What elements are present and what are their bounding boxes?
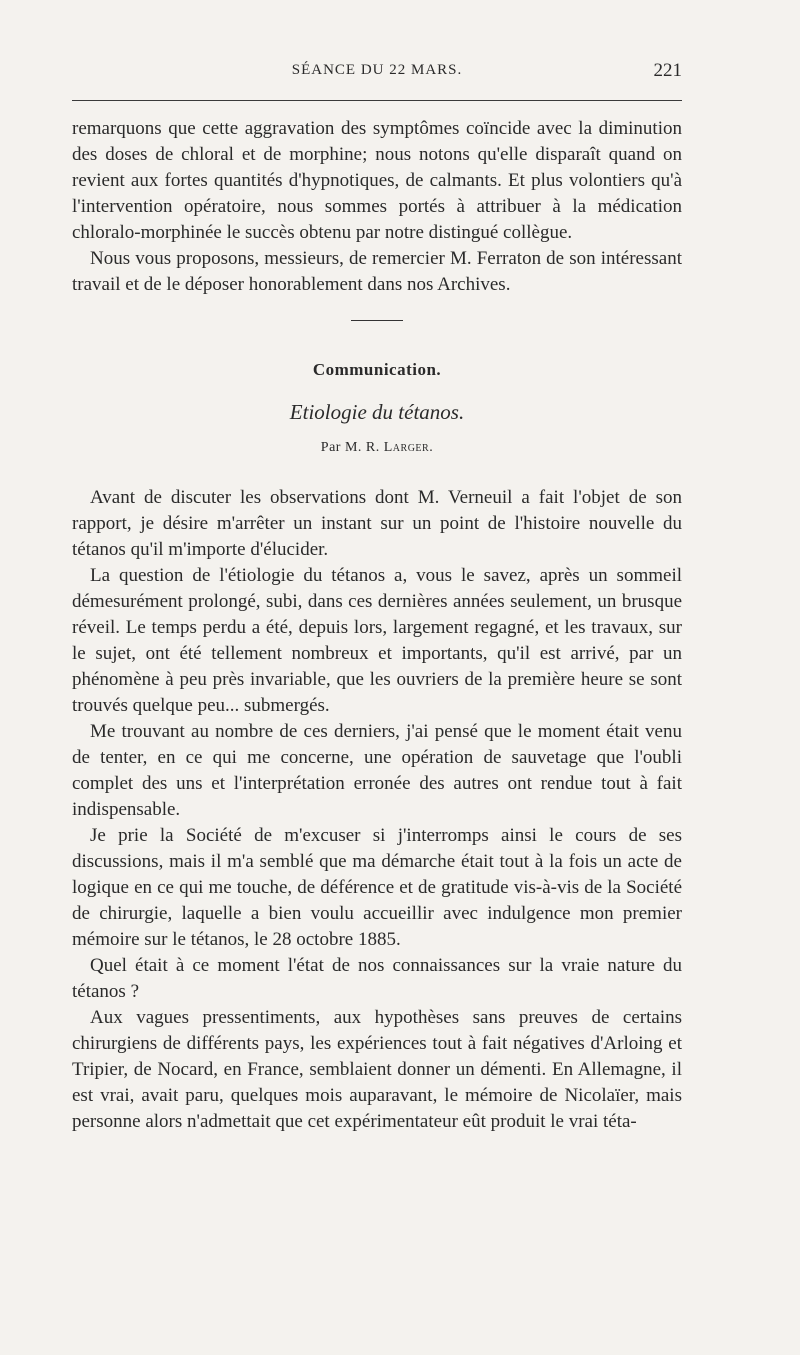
paragraph: Me trouvant au nombre de ces derniers, j'ai pensé que le moment était venu de tenter, en ce qui me concerne, une opération de sauvetage que l'oubli complet des uns et l'interprétation erronée des autres ont rendue tout à fait indispensable. [72,721,682,820]
paragraph: La question de l'étiologie du tétanos a, vous le savez, après un sommeil démesurément prolongé, subi, dans ces dernières années seulement, un brusque réveil. Le temps perdu a été, depuis lors, largement regagné, et les travaux, sur le sujet, ont été tellement nombreux et importants, qu'il est arrivé, par un phénomène à peu près invariable, que les ouvriers de la première heure se sont trouvés quelque peu... submergés. [72,565,682,716]
running-head: SÉANCE DU 22 MARS. [291,62,463,78]
paragraph: Avant de discuter les observations dont M. Verneuil a fait l'objet de son rapport, je désire m'arrêter un instant sur un point de l'histoire nouvelle du tétanos qu'il m'importe d'élucider. [72,487,682,560]
byline-prefix: Par M. R. [320,440,384,455]
byline [72,435,682,461]
paragraph: Nous vous proposons, messieurs, de remercier M. Ferraton de son intéressant travail et de le déposer honorablement dans nos Archives. [72,248,682,295]
paragraph: Aux vagues pressentiments, aux hypothèses sans preuves de certains chirurgiens de différents pays, les expériences tout à fait négatives d'Arloing et Tripier, de Nocard, en France, semblaient donner un démenti. En Allemagne, il est vrai, avait paru, quelques mois auparavant, le mémoire de Nicolaïer, mais personne alors n'admettait que cet expérimentateur eût produit le vrai téta- [72,1007,682,1132]
article-body [72,485,682,1135]
paragraph: remarquons que cette aggravation des symptômes coïncide avec la diminution des doses de chloral et de morphine; nous notons qu'elle disparaît quand on revient aux fortes quantités d'hypnotiques, de calmants. Et plus volontiers qu'à l'intervention opératoire, nous sommes portés à attribuer à la médication chloralo-morphinée le succès obtenu par notre distingué collègue. [72,118,682,243]
byline-author: Larger. [383,440,434,455]
paragraph: Je prie la Société de m'excuser si j'interromps ainsi le cours de ses discussions, mais il m'a semblé que ma démarche était tout à la fois un acte de logique en ce qui me touche, de déférence et de gratitude vis-à-vis de la Société de chirurgie, laquelle a bien voulu accueillir avec indulgence mon premier mémoire sur le tétanos, le 28 octobre 1885. [72,825,682,950]
body-text [72,116,682,1135]
section-heading: Communication. [312,360,442,379]
header-rule [72,100,682,101]
article-title: Etiologie du tétanos. [289,400,465,424]
page-number: 221 [653,60,682,81]
section-divider [351,320,403,321]
paragraph: Quel était à ce moment l'état de nos connaissances sur la vraie nature du tétanos ? [72,955,682,1002]
page-header [72,62,682,92]
